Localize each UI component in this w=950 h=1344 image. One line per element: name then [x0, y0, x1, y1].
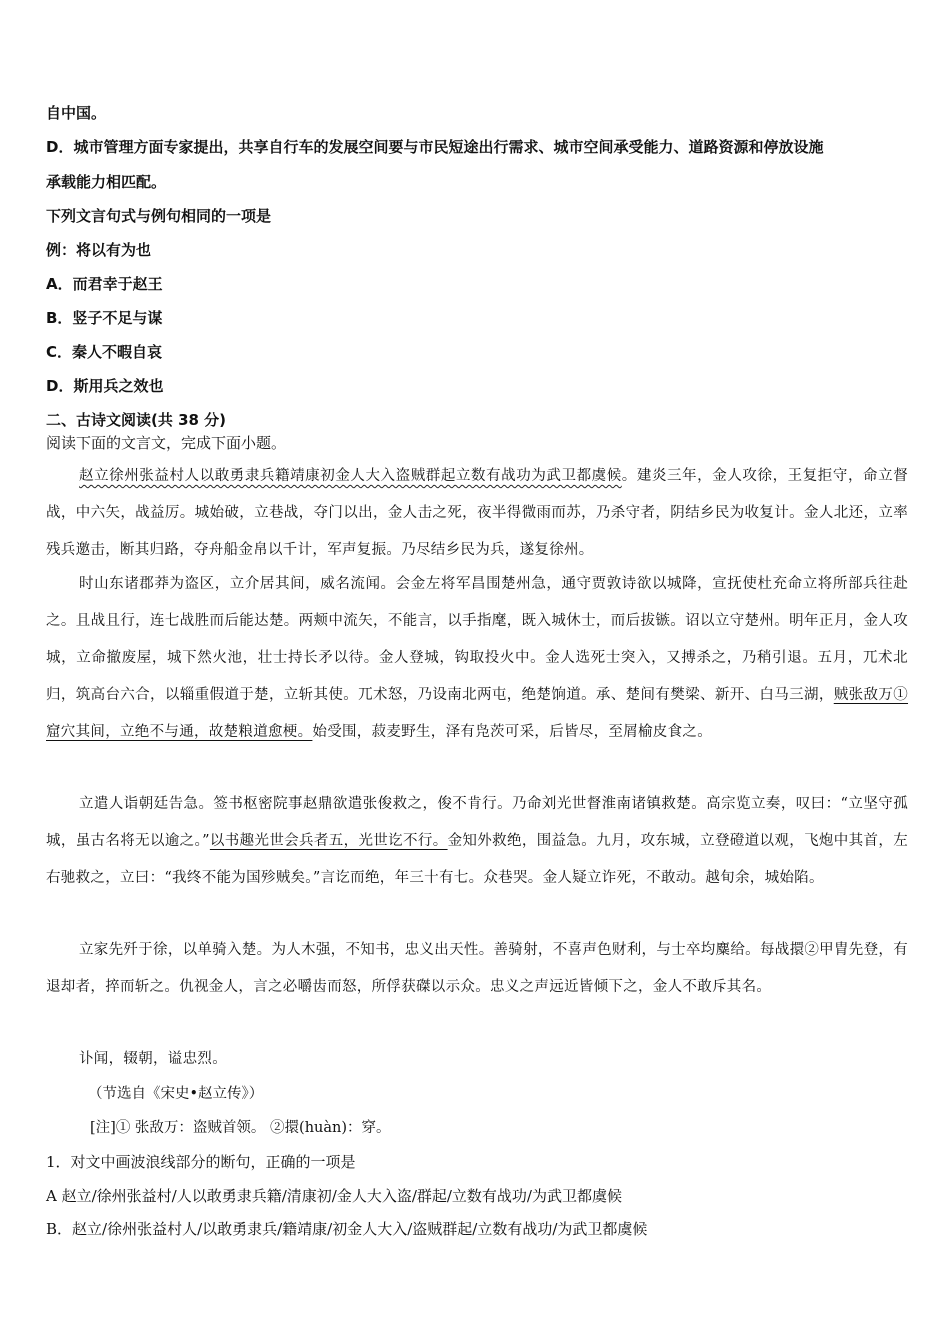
question-1-option-a: A 赵立/徐州张益村/人以敢勇隶兵籍/清康初/金人大入盗/群起/立数有战功/为武卫都虞候 — [46, 1187, 622, 1205]
section-title: 二、古诗文阅读(共 38 分) — [46, 411, 227, 429]
option-a: A．而君幸于赵王 — [46, 275, 163, 293]
question-example: 例：将以有为也 — [46, 241, 152, 259]
passage-paragraph-4: 立家先歼于徐，以单骑入楚。为人木强，不知书，忠义出天性。善骑射，不喜声色财利，与士卒均麋给。每战擐②甲胄先登，有退却者，捽而斩之。仇视金人，言之必嚼齿而怒，所俘获磔以示众。忠义之声远近皆倾下之，金人不敢斥其名。 — [46, 942, 908, 995]
passage-source: （节选自《宋史•赵立传》） — [88, 1086, 264, 1102]
top-line-3: 承载能力相匹配。 — [46, 173, 167, 191]
section-instruction: 阅读下面的文言文，完成下面小题。 — [46, 434, 287, 452]
paragraph-2-part-a: 时山东诸郡莽为盗区，立介居其间，威名流闻。会金左将军昌围楚州急，通守贾敦诗欲以城降，宣抚使杜充命立将所部兵往赴之。且战且行，连七战胜而后能达楚。两颊中流矢，不能言，以手指麾，既入城休士，而后拔镞。诏以立守楚州。明年正月，金人攻城，立命撤废屋，城下然火池，壮士持长矛以待。金人登城，钩取投火中。金人选死士突入，又搏杀之，乃稍引退。五月，兀术北归，筑高台六合，以辎重假道于楚，立斩其使。兀术怒，乃设南北两屯，绝楚饷道。承、楚间有樊梁、新开、白马三湖， — [46, 576, 908, 703]
question-1-stem: 1．对文中画波浪线部分的断句，正确的一项是 — [46, 1153, 356, 1171]
paragraph-3-part-a: 立遣人诣朝廷告急。签书枢密院事赵鼎欲遣张俊救之，俊不肯行。乃命刘光世督淮南诸镇救楚。高宗览立奏，叹曰：“立坚守孤城，虽古名将无以逾之。” — [46, 796, 908, 849]
underlined-sentence-2: 以书趣光世会兵者五，光世讫不行。 — [209, 833, 448, 849]
paragraph-2-part-b: 始受围，菽麦野生，泽有凫茨可采，后皆尽，至屑榆皮食之。 — [312, 724, 713, 740]
question-stem: 下列文言句式与例句相同的一项是 — [46, 207, 272, 225]
option-b: B．竖子不足与谋 — [46, 309, 163, 327]
option-d: D．斯用兵之效也 — [46, 377, 164, 395]
passage-paragraph-3 — [46, 786, 908, 897]
option-c: C．秦人不暇自哀 — [46, 343, 163, 361]
underlined-sentence-1: 贼张敌万①窟穴其间，立绝不与通，故楚粮道愈梗。 — [46, 687, 909, 740]
top-line-2: D．城市管理方面专家提出，共享自行车的发展空间要与市民短途出行需求、城市空间承受能力、道路资源和停放设施 — [46, 138, 824, 156]
paragraph-3-part-b: 金知外救绝，围益急。九月，攻东城，立登磴道以观，飞炮中其首，左右驰救之，立曰：“我终不能为国殄贼矣。”言讫而绝，年三十有七。众巷哭。金人疑立诈死，不敢动。越旬余，城始陷。 — [46, 833, 908, 886]
passage-paragraph-2 — [46, 566, 908, 751]
wavy-underlined-text: 赵立徐州张益村人以敢勇隶兵籍靖康初金人大入盗贼群起立数有战功为武卫都虞候 — [79, 468, 622, 484]
paragraph-1-rest: 。建炎三年，金人攻徐，王复拒守，命立督战，中六矢，战益厉。城始破，立巷战，夺门以出，金人击之死，夜半得微雨而苏，乃杀守者，阴结乡民为收复计。金人北还，立率残兵邀击，断其归路，夺舟船金帛以千计，军声复振。乃尽结乡民为兵，遂复徐州。 — [46, 468, 908, 558]
passage-note: [注]① 张敌万：盗贼首领。 ②擐(huàn)：穿。 — [90, 1120, 391, 1136]
passage-paragraph-5: 讣闻，辍朝，谥忠烈。 — [79, 1051, 227, 1067]
question-1-option-b: B．赵立/徐州张益村人/以敢勇隶兵/籍靖康/初金人大入/盗贼群起/立数有战功/为武卫都虞候 — [46, 1220, 648, 1238]
top-line-1: 自中国。 — [46, 104, 107, 122]
passage-paragraph-1 — [46, 458, 908, 569]
